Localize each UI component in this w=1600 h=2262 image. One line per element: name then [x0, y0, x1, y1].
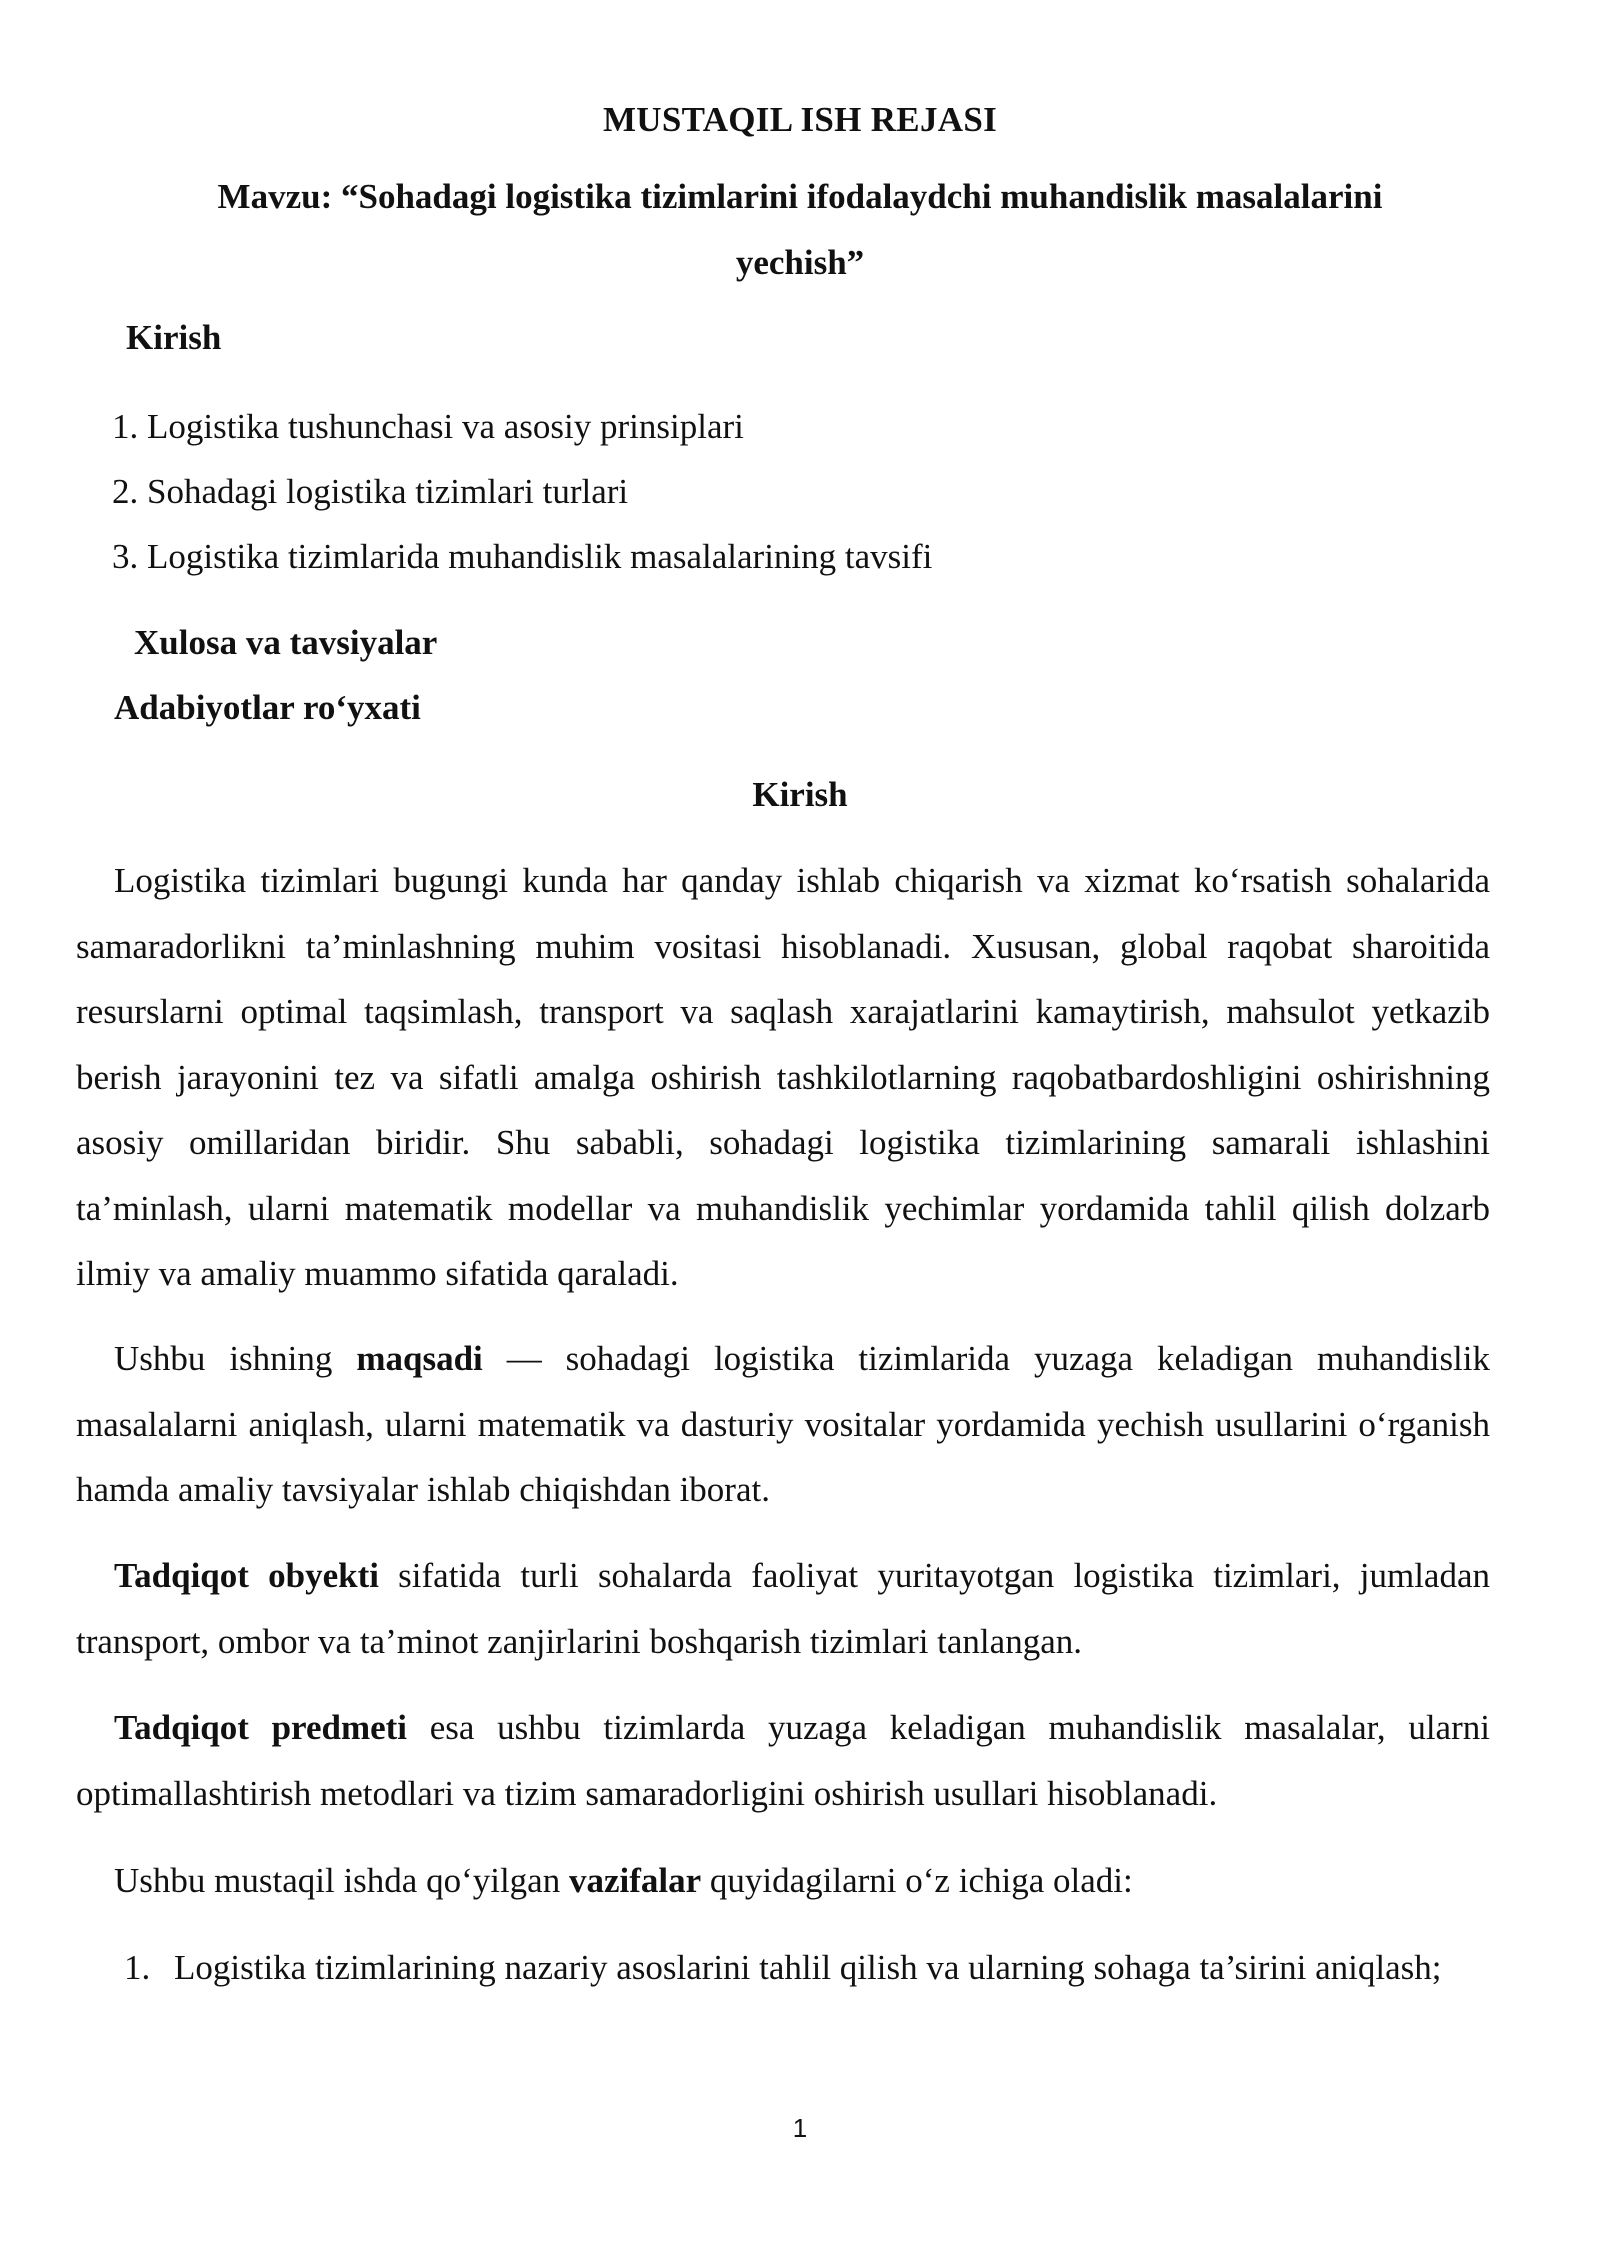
document-subject: Mavzu: “Sohadagi logistika tizimlarini ifodalaydchi muhandislik masalalarini yechish”	[217, 177, 1383, 282]
subject-paragraph	[76, 1695, 1490, 1826]
goal-text-start: Ushbu ishning	[114, 1339, 357, 1378]
task-text: Logistika tizimlarining nazariy asoslarini tahlil qilish va ularning sohaga ta’sirini aniqlash;	[174, 1948, 1442, 1987]
tasks-keyword: vazifalar	[568, 1861, 702, 1900]
task-number: 1.	[124, 1948, 151, 1987]
subject-text: esa ushbu tizimlarda yuzaga keladigan muhandislik masalalar, ularni optimallashtirish metodlari va tizim samaradorligini oshirish usullari hisoblanadi.	[76, 1708, 1490, 1813]
tasks-text-start: Ushbu mustaqil ishda qo‘yilgan	[114, 1861, 569, 1900]
plan-intro-heading: Kirish	[126, 318, 222, 357]
plan-item-1: 1. Logistika tushunchasi va asosiy prinsiplari	[112, 407, 744, 446]
goal-keyword: maqsadi	[356, 1339, 483, 1378]
object-text: sifatida turli sohalarda faoliyat yuritayotgan logistika tizimlari, jumladan transport, ombor va ta’minot zanjirlarini boshqarish tizimlari tanlangan.	[76, 1556, 1490, 1661]
object-keyword: Tadqiqot obyekti	[114, 1556, 379, 1595]
plan-item-3: 3. Logistika tizimlarida muhandislik masalalarining tavsifi	[112, 537, 933, 576]
section-heading-intro: Kirish	[752, 775, 848, 814]
object-paragraph	[76, 1543, 1490, 1674]
tasks-intro-paragraph	[76, 1848, 1490, 1914]
plan-item-2: 2. Sohadagi logistika tizimlari turlari	[112, 472, 629, 511]
tasks-text-end: quyidagilarni o‘z ichiga oladi:	[701, 1861, 1133, 1900]
goal-text-end: — sohadagi logistika tizimlarida yuzaga keladigan muhandislik masalalarni aniqlash, ularni matematik va dasturiy vositalar yordamida yechish usullarini o‘rganish hamda amaliy tavsiyalar ishlab chiqishdan iborat.	[76, 1339, 1491, 1509]
plan-conclusion-heading: Xulosa va tavsiyalar	[134, 623, 438, 662]
plan-references-heading: Adabiyotlar ro‘yxati	[114, 688, 421, 727]
subject-keyword: Tadqiqot predmeti	[114, 1708, 408, 1747]
page-number: 1	[792, 2113, 808, 2143]
goal-paragraph	[76, 1326, 1490, 1523]
task-item	[112, 1935, 1490, 2001]
intro-paragraph: Logistika tizimlari bugungi kunda har qanday ishlab chiqarish va xizmat ko‘rsatish sohalarida samaradorlikni ta’minlashning muhim vositasi hisoblanadi. Xususan, global raqobat sharoitida resurslarni optimal taqsimlash, transport va saqlash xarajatlarini kamaytirish, mahsulot yetkazib berish jarayonini tez va sifatli amalga oshirish tashkilotlarning raqobatbardoshligini oshirishning asosiy omillaridan biridir. Shu sababli, sohadagi logistika tizimlarining samarali ishlashini ta’minlash, ularni matematik modellar va muhandislik yechimlar yordamida tahlil qilish dolzarb ilmiy va amaliy muammo sifatida qaraladi.	[76, 861, 1490, 1293]
document-title: MUSTAQIL ISH REJASI	[602, 100, 998, 139]
